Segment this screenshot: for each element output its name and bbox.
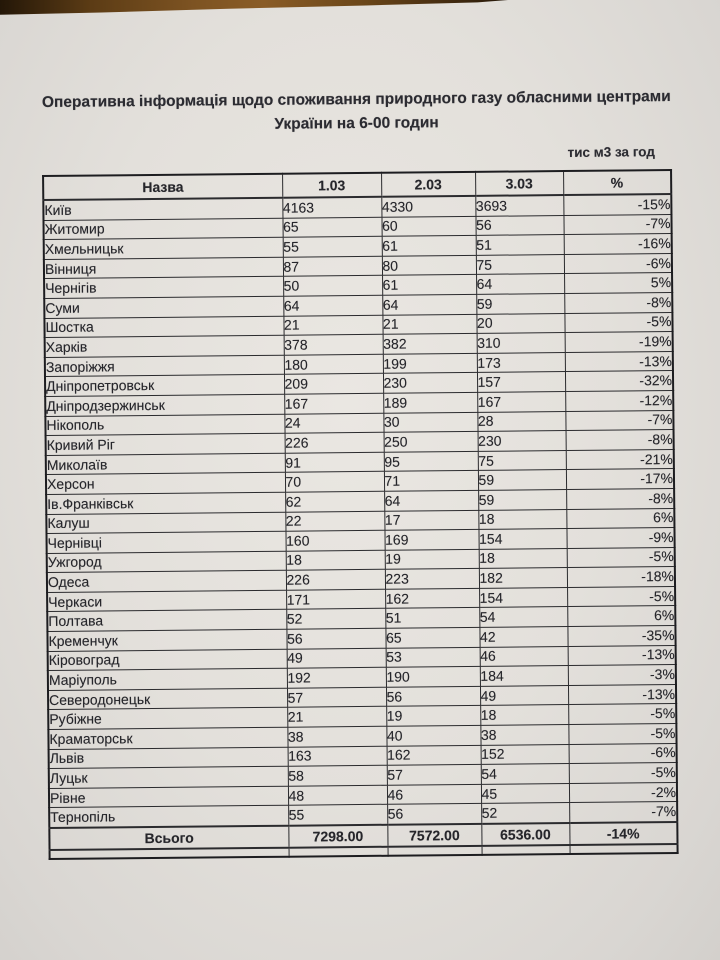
value-cell: 46 bbox=[480, 646, 568, 666]
value-cell: 163 bbox=[288, 746, 387, 767]
city-name-cell: Рівне bbox=[49, 786, 288, 808]
value-cell: 167 bbox=[477, 391, 565, 411]
empty-cell bbox=[388, 846, 482, 856]
value-cell: 21 bbox=[283, 315, 382, 336]
value-cell: 22 bbox=[285, 511, 384, 532]
column-header-percent: % bbox=[563, 170, 671, 195]
value-cell: 57 bbox=[387, 765, 481, 785]
city-name-cell: Луцьк bbox=[49, 766, 288, 788]
value-cell: 21 bbox=[287, 707, 386, 728]
value-cell: 20 bbox=[476, 313, 564, 333]
city-name-cell: Суми bbox=[44, 296, 283, 318]
empty-cell bbox=[570, 844, 678, 854]
value-cell: 70 bbox=[285, 472, 384, 493]
value-cell: 24 bbox=[284, 413, 383, 434]
city-name-cell: Миколаїв bbox=[46, 453, 285, 475]
value-cell: 49 bbox=[480, 685, 568, 705]
percent-cell: -5% bbox=[564, 312, 672, 333]
document-title-line1: Оперативна інформація щодо споживання природного газу обласними центрами bbox=[41, 87, 671, 112]
value-cell: 53 bbox=[386, 647, 480, 667]
city-name-cell: Житомир bbox=[43, 218, 282, 240]
percent-cell: -2% bbox=[569, 782, 677, 803]
value-cell: 378 bbox=[284, 334, 383, 355]
value-cell: 50 bbox=[283, 276, 382, 297]
value-cell: 157 bbox=[477, 372, 565, 392]
value-cell: 61 bbox=[382, 275, 476, 295]
value-cell: 71 bbox=[384, 471, 478, 491]
value-cell: 192 bbox=[287, 668, 386, 689]
value-cell: 60 bbox=[381, 216, 475, 236]
percent-cell: -9% bbox=[566, 528, 674, 549]
value-cell: 199 bbox=[383, 353, 477, 373]
percent-cell: -5% bbox=[568, 704, 676, 725]
table-body bbox=[43, 194, 677, 828]
value-cell: 42 bbox=[479, 627, 567, 647]
city-name-cell: Шостка bbox=[44, 316, 283, 338]
percent-cell: -8% bbox=[566, 430, 674, 451]
value-cell: 171 bbox=[286, 589, 385, 610]
city-name-cell: Чернігів bbox=[44, 277, 283, 299]
value-cell: 51 bbox=[476, 235, 564, 255]
value-cell: 226 bbox=[286, 570, 385, 591]
percent-cell: -18% bbox=[567, 567, 675, 588]
percent-cell: -3% bbox=[568, 665, 676, 686]
percent-cell: 6% bbox=[567, 606, 675, 627]
document-title bbox=[26, 85, 686, 139]
empty-cell bbox=[289, 847, 388, 857]
percent-cell: -7% bbox=[563, 214, 671, 235]
percent-cell: -7% bbox=[565, 410, 673, 431]
city-name-cell: Запоріжжя bbox=[45, 355, 284, 377]
value-cell: 46 bbox=[387, 784, 481, 804]
city-name-cell: Ужгород bbox=[47, 551, 286, 573]
value-cell: 18 bbox=[479, 548, 567, 568]
value-cell: 160 bbox=[285, 530, 384, 551]
value-cell: 59 bbox=[478, 489, 566, 509]
value-cell: 30 bbox=[383, 412, 477, 432]
value-cell: 45 bbox=[481, 783, 569, 803]
value-cell: 40 bbox=[386, 725, 480, 745]
value-cell: 65 bbox=[282, 217, 381, 238]
total-label-cell: Всього bbox=[49, 826, 288, 850]
value-cell: 56 bbox=[386, 686, 480, 706]
unit-note: тис м3 за год bbox=[567, 144, 655, 160]
value-cell: 382 bbox=[383, 334, 477, 354]
value-cell: 18 bbox=[286, 550, 385, 571]
value-cell: 64 bbox=[384, 490, 478, 510]
value-cell: 57 bbox=[287, 687, 386, 708]
value-cell: 154 bbox=[479, 587, 567, 607]
value-cell: 173 bbox=[477, 352, 565, 372]
value-cell: 51 bbox=[385, 608, 479, 628]
value-cell: 38 bbox=[480, 725, 568, 745]
percent-cell: -19% bbox=[565, 332, 673, 353]
value-cell: 54 bbox=[479, 607, 567, 627]
value-cell: 162 bbox=[385, 588, 479, 608]
value-cell: 55 bbox=[288, 805, 387, 826]
value-cell: 162 bbox=[387, 745, 481, 765]
value-cell: 17 bbox=[384, 510, 478, 530]
city-name-cell: Дніпродзержинськ bbox=[45, 394, 284, 416]
percent-cell: -8% bbox=[566, 488, 674, 509]
value-cell: 56 bbox=[387, 804, 481, 825]
value-cell: 91 bbox=[285, 452, 384, 473]
value-cell: 62 bbox=[285, 491, 384, 512]
city-name-cell: Львів bbox=[49, 747, 288, 769]
percent-cell: -7% bbox=[569, 802, 677, 823]
value-cell: 230 bbox=[383, 373, 477, 393]
percent-cell: -13% bbox=[568, 645, 676, 666]
value-cell: 190 bbox=[386, 667, 480, 687]
percent-cell: -13% bbox=[568, 684, 676, 705]
percent-cell: -21% bbox=[566, 449, 674, 470]
city-name-cell: Полтава bbox=[47, 610, 286, 632]
value-cell: 4330 bbox=[381, 196, 475, 217]
city-name-cell: Калуш bbox=[46, 512, 285, 534]
percent-cell: -8% bbox=[564, 292, 672, 313]
value-cell: 182 bbox=[479, 568, 567, 588]
value-cell: 209 bbox=[284, 374, 383, 395]
city-name-cell: Київ bbox=[43, 198, 282, 220]
percent-cell: -32% bbox=[565, 371, 673, 392]
city-name-cell: Кривий Ріг bbox=[46, 433, 285, 455]
document-title-line2: України на 6-00 годин bbox=[274, 114, 439, 133]
value-cell: 189 bbox=[383, 392, 477, 412]
value-cell: 310 bbox=[477, 333, 565, 353]
total-percent-cell: -14% bbox=[569, 822, 677, 845]
value-cell: 169 bbox=[384, 529, 478, 549]
value-cell: 65 bbox=[385, 627, 479, 647]
value-cell: 28 bbox=[477, 411, 565, 431]
value-cell: 3693 bbox=[475, 195, 563, 216]
value-cell: 49 bbox=[287, 648, 386, 669]
city-name-cell: Одеса bbox=[47, 570, 286, 592]
value-cell: 61 bbox=[382, 236, 476, 256]
percent-cell: -15% bbox=[563, 194, 671, 215]
value-cell: 95 bbox=[384, 451, 478, 471]
value-cell: 48 bbox=[288, 785, 387, 806]
city-name-cell: Харків bbox=[45, 335, 284, 357]
percent-cell: -35% bbox=[567, 626, 675, 647]
percent-cell: -12% bbox=[565, 390, 673, 411]
city-name-cell: Вінниця bbox=[44, 257, 283, 279]
value-cell: 4163 bbox=[282, 197, 381, 218]
value-cell: 64 bbox=[382, 294, 476, 314]
empty-cell bbox=[50, 848, 289, 859]
city-name-cell: Маріуполь bbox=[48, 668, 287, 690]
value-cell: 87 bbox=[283, 256, 382, 277]
percent-cell: -17% bbox=[566, 469, 674, 490]
percent-cell: -6% bbox=[569, 743, 677, 764]
value-cell: 55 bbox=[283, 236, 382, 257]
value-cell: 223 bbox=[385, 569, 479, 589]
city-name-cell: Нікополь bbox=[45, 414, 284, 436]
percent-cell: 6% bbox=[566, 508, 674, 529]
value-cell: 19 bbox=[386, 706, 480, 726]
percent-cell: -13% bbox=[565, 351, 673, 372]
value-cell: 52 bbox=[481, 803, 569, 824]
percent-cell: -6% bbox=[564, 253, 672, 274]
value-cell: 56 bbox=[475, 215, 563, 235]
value-cell: 64 bbox=[476, 274, 564, 294]
column-header-3-03: 3.03 bbox=[475, 171, 563, 196]
value-cell: 64 bbox=[283, 295, 382, 316]
value-cell: 154 bbox=[478, 529, 566, 549]
city-name-cell: Ів.Франківськ bbox=[46, 492, 285, 514]
city-name-cell: Тернопіль bbox=[49, 806, 288, 828]
percent-cell: -5% bbox=[569, 763, 677, 784]
city-name-cell: Кременчук bbox=[47, 629, 286, 651]
value-cell: 21 bbox=[382, 314, 476, 334]
value-cell: 226 bbox=[285, 432, 384, 453]
percent-cell: -5% bbox=[568, 724, 676, 745]
value-cell: 80 bbox=[382, 255, 476, 275]
percent-cell: 5% bbox=[564, 273, 672, 294]
gas-consumption-table bbox=[42, 169, 679, 860]
city-name-cell: Хмельницьк bbox=[44, 237, 283, 259]
value-cell: 18 bbox=[480, 705, 568, 725]
column-header-2-03: 2.03 bbox=[381, 172, 475, 197]
percent-cell: -5% bbox=[567, 547, 675, 568]
city-name-cell: Чернівці bbox=[47, 531, 286, 553]
value-cell: 59 bbox=[478, 470, 566, 490]
value-cell: 18 bbox=[478, 509, 566, 529]
value-cell: 230 bbox=[478, 431, 566, 451]
empty-cell bbox=[482, 845, 570, 855]
value-cell: 59 bbox=[476, 293, 564, 313]
city-name-cell: Северодонецьк bbox=[48, 688, 287, 710]
total-value-cell: 7298.00 bbox=[288, 825, 387, 848]
city-name-cell: Рубіжне bbox=[48, 708, 287, 730]
value-cell: 184 bbox=[480, 666, 568, 686]
city-name-cell: Краматорськ bbox=[48, 727, 287, 749]
percent-cell: -5% bbox=[567, 586, 675, 607]
value-cell: 75 bbox=[478, 450, 566, 470]
value-cell: 54 bbox=[481, 764, 569, 784]
value-cell: 152 bbox=[481, 744, 569, 764]
city-name-cell: Кіровоград bbox=[48, 649, 287, 671]
city-name-cell: Черкаси bbox=[47, 590, 286, 612]
value-cell: 75 bbox=[476, 254, 564, 274]
column-header-1-03: 1.03 bbox=[282, 173, 381, 198]
value-cell: 56 bbox=[286, 628, 385, 649]
value-cell: 38 bbox=[287, 726, 386, 747]
value-cell: 180 bbox=[284, 354, 383, 375]
total-value-cell: 7572.00 bbox=[387, 824, 481, 847]
value-cell: 19 bbox=[385, 549, 479, 569]
percent-cell: -16% bbox=[564, 234, 672, 255]
total-value-cell: 6536.00 bbox=[481, 823, 569, 846]
column-header-nazva: Назва bbox=[43, 174, 282, 200]
value-cell: 52 bbox=[286, 609, 385, 630]
value-cell: 250 bbox=[384, 431, 478, 451]
city-name-cell: Дніпропетровськ bbox=[45, 375, 284, 397]
city-name-cell: Херсон bbox=[46, 473, 285, 495]
value-cell: 58 bbox=[288, 765, 387, 786]
value-cell: 167 bbox=[284, 393, 383, 414]
